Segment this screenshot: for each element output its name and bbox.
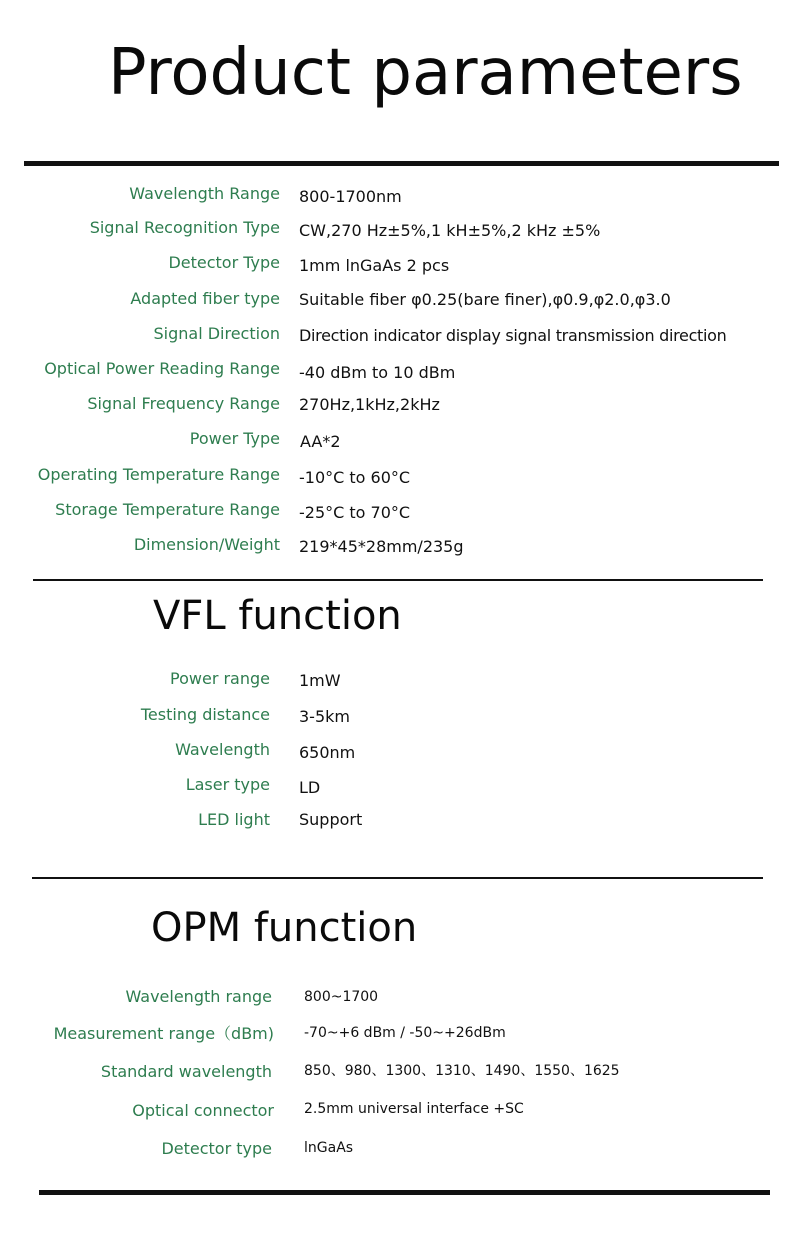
spec-value: 800-1700nm bbox=[299, 187, 402, 206]
spec-value: Suitable fiber φ0.25(bare finer),φ0.9,φ2.0,φ3.0 bbox=[299, 290, 671, 309]
spec-value: 650nm bbox=[299, 743, 356, 762]
spec-row-opm-detector-type bbox=[0, 1137, 790, 1161]
spec-value: 3-5km bbox=[299, 707, 350, 726]
spec-label: Optical connector bbox=[132, 1101, 274, 1120]
spec-row-standard-wavelength bbox=[0, 1060, 790, 1084]
spec-label: Signal Recognition Type bbox=[89, 218, 280, 237]
spec-label: Standard wavelength bbox=[100, 1062, 272, 1081]
divider bbox=[39, 1190, 770, 1195]
spec-label: Signal Frequency Range bbox=[87, 394, 280, 413]
spec-label: Power Type bbox=[189, 429, 280, 448]
divider bbox=[24, 161, 779, 166]
spec-value: LD bbox=[299, 778, 321, 797]
page-title: Product parameters bbox=[108, 36, 743, 110]
spec-value: -40 dBm to 10 dBm bbox=[299, 363, 456, 382]
spec-value: AA*2 bbox=[300, 432, 341, 451]
spec-row-detector-type bbox=[0, 251, 790, 275]
spec-label: Adapted fiber type bbox=[130, 289, 280, 308]
spec-label: Power range bbox=[170, 669, 270, 688]
spec-row-led-light bbox=[0, 808, 790, 832]
spec-value: 2.5mm universal interface +SC bbox=[304, 1101, 524, 1117]
spec-label: Operating Temperature Range bbox=[37, 465, 280, 484]
spec-label: Measurement range（dBm) bbox=[53, 1024, 274, 1043]
spec-label: Detector Type bbox=[168, 253, 280, 272]
spec-value: 1mW bbox=[299, 671, 341, 690]
spec-label: LED light bbox=[198, 810, 270, 829]
divider bbox=[32, 877, 763, 879]
spec-label: Signal Direction bbox=[153, 324, 280, 343]
spec-value: -70~+6 dBm / -50~+26dBm bbox=[304, 1025, 506, 1041]
spec-row-power-type bbox=[0, 427, 790, 451]
spec-value: -25°C to 70°C bbox=[299, 503, 411, 522]
spec-value: 270Hz,1kHz,2kHz bbox=[299, 395, 440, 414]
spec-value: CW,270 Hz±5%,1 kH±5%,2 kHz ±5% bbox=[299, 221, 601, 240]
spec-row-adapted-fiber-type bbox=[0, 287, 790, 311]
spec-row-signal-frequency-range bbox=[0, 392, 790, 416]
spec-row-laser-type bbox=[0, 773, 790, 797]
spec-label: Optical Power Reading Range bbox=[44, 359, 280, 378]
spec-row-signal-recognition-type bbox=[0, 216, 790, 240]
section-title-opm: OPM function bbox=[151, 905, 418, 951]
spec-row-measurement-range bbox=[0, 1022, 790, 1046]
spec-row-wavelength bbox=[0, 738, 790, 762]
spec-value: Direction indicator display signal transmission direction bbox=[299, 326, 727, 345]
divider bbox=[33, 579, 763, 581]
spec-value: 1mm lnGaAs 2 pcs bbox=[299, 256, 450, 275]
spec-row-wavelength-range bbox=[0, 182, 790, 206]
spec-label: Wavelength range bbox=[125, 987, 272, 1006]
spec-label: Wavelength bbox=[175, 740, 270, 759]
spec-label: Storage Temperature Range bbox=[55, 500, 280, 519]
spec-row-dimension-weight bbox=[0, 533, 790, 557]
spec-row-storage-temperature-range bbox=[0, 498, 790, 522]
spec-row-operating-temperature-range bbox=[0, 463, 790, 487]
spec-label: Detector type bbox=[161, 1139, 272, 1158]
spec-label: Testing distance bbox=[140, 705, 270, 724]
spec-value: lnGaAs bbox=[304, 1140, 354, 1156]
spec-row-opm-wavelength-range bbox=[0, 985, 790, 1009]
spec-label: Wavelength Range bbox=[129, 184, 280, 203]
spec-value: -10°C to 60°C bbox=[299, 468, 411, 487]
spec-value: 850、980、1300、1310、1490、1550、1625 bbox=[304, 1063, 620, 1079]
spec-row-optical-power-reading-range bbox=[0, 357, 790, 381]
spec-row-testing-distance bbox=[0, 703, 790, 727]
spec-row-signal-direction bbox=[0, 322, 790, 346]
section-title-vfl: VFL function bbox=[153, 593, 402, 639]
spec-label: Laser type bbox=[185, 775, 270, 794]
spec-value: 219*45*28mm/235g bbox=[299, 537, 464, 556]
spec-row-optical-connector bbox=[0, 1099, 790, 1123]
spec-value: Support bbox=[299, 810, 363, 829]
spec-label: Dimension/Weight bbox=[133, 535, 280, 554]
spec-row-power-range bbox=[0, 667, 790, 691]
spec-value: 800~1700 bbox=[304, 989, 379, 1005]
